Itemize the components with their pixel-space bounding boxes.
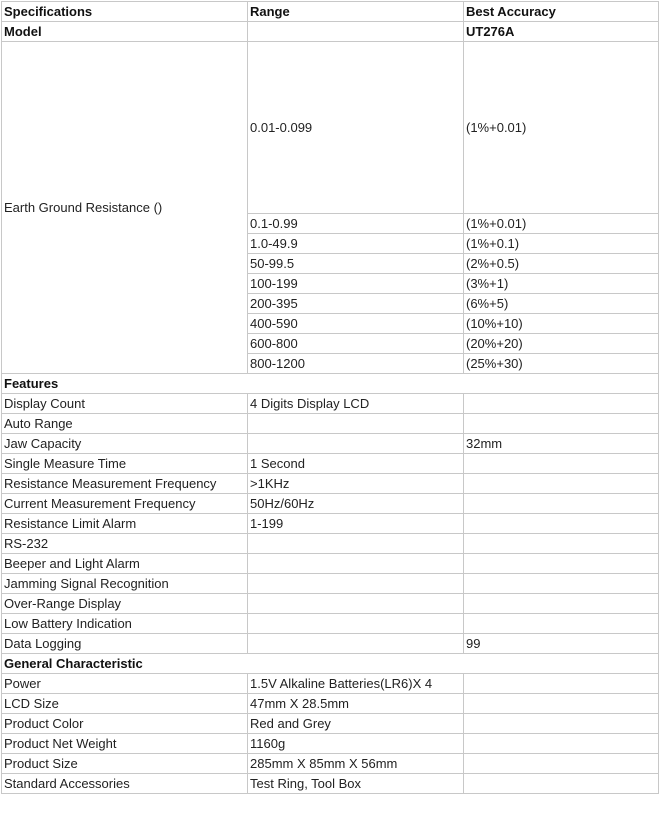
table-row bbox=[2, 694, 659, 714]
general-label: LCD Size bbox=[2, 694, 248, 714]
feature-accuracy bbox=[464, 594, 659, 614]
specifications-table bbox=[1, 1, 659, 794]
features-heading: Features bbox=[2, 374, 659, 394]
general-extra bbox=[464, 734, 659, 754]
feature-label: Resistance Limit Alarm bbox=[2, 514, 248, 534]
table-row bbox=[2, 434, 659, 454]
accuracy-cell: (1%+0.01) bbox=[464, 42, 659, 214]
features-section-row bbox=[2, 374, 659, 394]
feature-range bbox=[248, 614, 464, 634]
feature-label: Jaw Capacity bbox=[2, 434, 248, 454]
general-value: 1.5V Alkaline Batteries(LR6)X 4 bbox=[248, 674, 464, 694]
table-row bbox=[2, 674, 659, 694]
feature-accuracy bbox=[464, 574, 659, 594]
feature-range bbox=[248, 414, 464, 434]
table-row bbox=[2, 714, 659, 734]
model-label: Model bbox=[2, 22, 248, 42]
feature-accuracy bbox=[464, 554, 659, 574]
feature-range bbox=[248, 634, 464, 654]
feature-range bbox=[248, 594, 464, 614]
feature-accuracy: 32mm bbox=[464, 434, 659, 454]
general-value: Red and Grey bbox=[248, 714, 464, 734]
feature-label: Display Count bbox=[2, 394, 248, 414]
feature-label: Single Measure Time bbox=[2, 454, 248, 474]
header-row bbox=[2, 2, 659, 22]
feature-accuracy bbox=[464, 494, 659, 514]
feature-accuracy bbox=[464, 454, 659, 474]
feature-range: 1-199 bbox=[248, 514, 464, 534]
range-cell: 0.01-0.099 bbox=[248, 42, 464, 214]
feature-accuracy bbox=[464, 514, 659, 534]
feature-range: 4 Digits Display LCD bbox=[248, 394, 464, 414]
feature-range: >1KHz bbox=[248, 474, 464, 494]
general-extra bbox=[464, 714, 659, 734]
feature-accuracy bbox=[464, 394, 659, 414]
range-cell: 1.0-49.9 bbox=[248, 234, 464, 254]
feature-range: 1 Second bbox=[248, 454, 464, 474]
feature-accuracy bbox=[464, 614, 659, 634]
feature-label: Current Measurement Frequency bbox=[2, 494, 248, 514]
feature-range: 50Hz/60Hz bbox=[248, 494, 464, 514]
general-extra bbox=[464, 674, 659, 694]
model-row bbox=[2, 22, 659, 42]
table-row bbox=[2, 474, 659, 494]
table-row bbox=[2, 774, 659, 794]
feature-accuracy: 99 bbox=[464, 634, 659, 654]
table-row bbox=[2, 754, 659, 774]
feature-range bbox=[248, 574, 464, 594]
general-label: Standard Accessories bbox=[2, 774, 248, 794]
table-row bbox=[2, 42, 659, 214]
feature-label: Low Battery Indication bbox=[2, 614, 248, 634]
range-cell: 800-1200 bbox=[248, 354, 464, 374]
earth-ground-resistance-label: Earth Ground Resistance () bbox=[2, 42, 248, 374]
range-cell: 400-590 bbox=[248, 314, 464, 334]
accuracy-cell: (1%+0.01) bbox=[464, 214, 659, 234]
accuracy-cell: (2%+0.5) bbox=[464, 254, 659, 274]
table-row bbox=[2, 614, 659, 634]
range-cell: 200-395 bbox=[248, 294, 464, 314]
range-cell: 0.1-0.99 bbox=[248, 214, 464, 234]
feature-label: Resistance Measurement Frequency bbox=[2, 474, 248, 494]
feature-label: Data Logging bbox=[2, 634, 248, 654]
feature-accuracy bbox=[464, 414, 659, 434]
general-value: 47mm X 28.5mm bbox=[248, 694, 464, 714]
table-row bbox=[2, 394, 659, 414]
model-range bbox=[248, 22, 464, 42]
accuracy-cell: (6%+5) bbox=[464, 294, 659, 314]
general-characteristic-heading: General Characteristic bbox=[2, 654, 659, 674]
table-row bbox=[2, 594, 659, 614]
general-value: 285mm X 85mm X 56mm bbox=[248, 754, 464, 774]
general-extra bbox=[464, 754, 659, 774]
general-label: Power bbox=[2, 674, 248, 694]
header-specifications: Specifications bbox=[2, 2, 248, 22]
range-cell: 50-99.5 bbox=[248, 254, 464, 274]
feature-label: Auto Range bbox=[2, 414, 248, 434]
feature-range bbox=[248, 434, 464, 454]
table-row bbox=[2, 574, 659, 594]
general-label: Product Color bbox=[2, 714, 248, 734]
general-section-row bbox=[2, 654, 659, 674]
general-value: 1160g bbox=[248, 734, 464, 754]
accuracy-cell: (25%+30) bbox=[464, 354, 659, 374]
model-value: UT276A bbox=[464, 22, 659, 42]
table-row bbox=[2, 734, 659, 754]
table-row bbox=[2, 634, 659, 654]
range-cell: 100-199 bbox=[248, 274, 464, 294]
table-row bbox=[2, 414, 659, 434]
accuracy-cell: (10%+10) bbox=[464, 314, 659, 334]
general-label: Product Size bbox=[2, 754, 248, 774]
header-best-accuracy: Best Accuracy bbox=[464, 2, 659, 22]
general-value: Test Ring, Tool Box bbox=[248, 774, 464, 794]
table-row bbox=[2, 514, 659, 534]
table-row bbox=[2, 494, 659, 514]
header-range: Range bbox=[248, 2, 464, 22]
table-row bbox=[2, 454, 659, 474]
feature-accuracy bbox=[464, 534, 659, 554]
feature-range bbox=[248, 554, 464, 574]
table-row bbox=[2, 554, 659, 574]
feature-label: Over-Range Display bbox=[2, 594, 248, 614]
general-label: Product Net Weight bbox=[2, 734, 248, 754]
accuracy-cell: (20%+20) bbox=[464, 334, 659, 354]
feature-accuracy bbox=[464, 474, 659, 494]
general-extra bbox=[464, 774, 659, 794]
range-cell: 600-800 bbox=[248, 334, 464, 354]
feature-range bbox=[248, 534, 464, 554]
accuracy-cell: (1%+0.1) bbox=[464, 234, 659, 254]
general-extra bbox=[464, 694, 659, 714]
feature-label: Beeper and Light Alarm bbox=[2, 554, 248, 574]
table-row bbox=[2, 534, 659, 554]
feature-label: Jamming Signal Recognition bbox=[2, 574, 248, 594]
accuracy-cell: (3%+1) bbox=[464, 274, 659, 294]
feature-label: RS-232 bbox=[2, 534, 248, 554]
